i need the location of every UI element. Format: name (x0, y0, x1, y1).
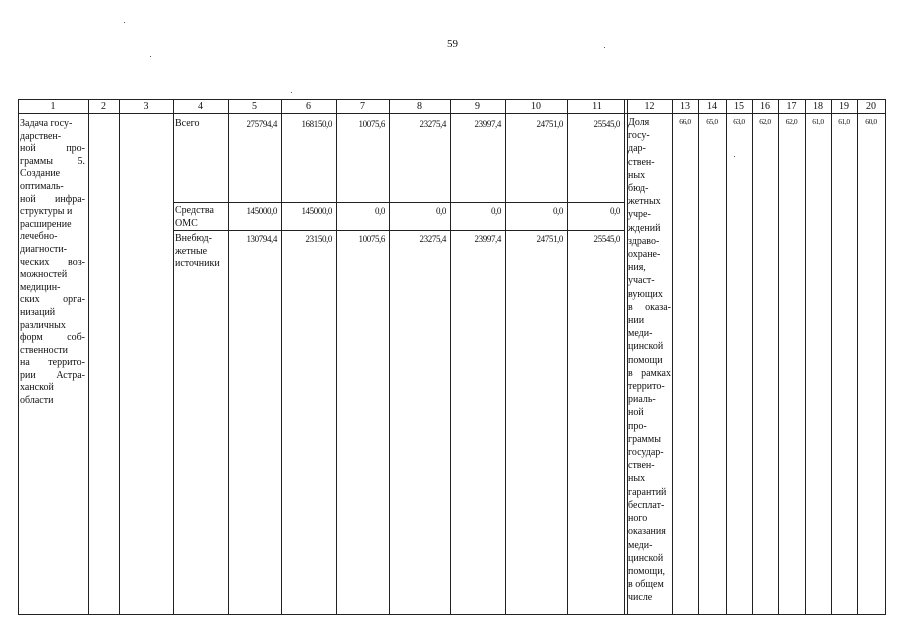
scan-speck (734, 156, 735, 157)
indicator-line: жетных (628, 196, 661, 208)
indicator-line: помощи, (628, 565, 666, 577)
column-header: 2 (101, 101, 106, 112)
funding-source-line: Средства (175, 205, 214, 216)
indicator-line: ной (628, 407, 644, 419)
funding-value: 24751,0 (536, 234, 563, 244)
column-header: 6 (306, 101, 311, 112)
column-rule-9 (450, 99, 451, 615)
column-rule-double (624, 99, 625, 615)
indicator-value: 66,0 (679, 117, 691, 126)
column-rule-17 (778, 99, 779, 615)
table-bottom-rule (18, 614, 886, 615)
funding-value: 0,0 (609, 206, 620, 216)
indicator-line: участ- (628, 275, 655, 287)
funding-value: 23275,4 (419, 119, 446, 129)
column-rule-13 (672, 99, 673, 615)
column-rule-19 (831, 99, 832, 615)
indicator-line: помощи (628, 354, 663, 366)
indicator-line: в оказа- (628, 301, 671, 313)
column-rule-15 (726, 99, 727, 615)
column-header: 12 (644, 101, 655, 112)
task-line: диагности- (20, 243, 68, 255)
column-rule-1 (18, 99, 19, 615)
funding-value: 23997,4 (474, 119, 501, 129)
table-top-rule (18, 99, 886, 100)
indicator-line: оказания (628, 526, 666, 538)
indicator-line: бюд- (628, 183, 649, 195)
task-line: структуры и (20, 206, 73, 218)
column-rule-21 (885, 99, 886, 615)
column-header: 1 (50, 101, 56, 112)
column-header: 8 (417, 101, 422, 112)
column-rule-4 (173, 99, 174, 615)
column-rule-8 (389, 99, 390, 615)
indicator-line: здраво- (628, 235, 660, 247)
indicator-value: 62,0 (759, 117, 771, 126)
indicator-line: государ- (628, 447, 664, 459)
column-header: 10 (531, 101, 541, 112)
task-line: расширение (20, 218, 72, 230)
task-line: Задача госу- (20, 118, 73, 129)
indicator-value: 62,0 (785, 117, 798, 126)
funding-value: 275794,4 (246, 119, 277, 129)
column-rule-7 (336, 99, 337, 615)
funding-value: 23150,0 (305, 234, 332, 244)
indicator-line: Доля (628, 117, 650, 128)
column-header: 15 (734, 101, 744, 112)
indicator-line: гарантий (628, 486, 667, 498)
indicator-line: ждений (628, 222, 661, 234)
indicator-line: про- (628, 420, 647, 432)
indicator-line: меди- (628, 328, 653, 340)
indicator-line: ных (628, 169, 646, 181)
column-rule-5 (228, 99, 229, 615)
funding-value: 10075,6 (358, 234, 385, 244)
task-line: области (20, 395, 54, 407)
funding-value: 168150,0 (301, 119, 332, 129)
funding-value: 0,0 (552, 206, 563, 216)
column-header: 14 (707, 101, 717, 112)
task-line: различных (20, 319, 66, 331)
indicator-value: 61,0 (838, 117, 850, 126)
indicator-line: числе (628, 592, 653, 604)
column-header: 3 (143, 101, 149, 112)
funding-value: 145000,0 (246, 206, 277, 216)
task-line: Создание (20, 168, 61, 180)
column-rule-20 (857, 99, 858, 615)
funding-source-line: ОМС (175, 217, 198, 229)
column-header: 17 (786, 101, 797, 112)
page-number: 59 (447, 38, 458, 50)
task-line: рии Астра- (20, 369, 85, 381)
task-line: ческих воз- (20, 256, 85, 268)
funding-value: 0,0 (435, 206, 446, 216)
column-header: 18 (813, 101, 823, 112)
funding-value: 0,0 (490, 206, 501, 216)
funding-value: 24751,0 (536, 119, 563, 129)
task-line: форм соб- (20, 332, 85, 344)
column-header: 13 (680, 101, 690, 112)
funding-source (175, 118, 227, 131)
indicator-line: ствен- (628, 460, 655, 472)
indicator-line: террито- (628, 381, 665, 393)
indicator-value: 61,0 (812, 117, 824, 126)
indicator-line: госу- (628, 130, 650, 142)
indicator-line: вующих (628, 288, 663, 300)
column-header: 4 (198, 101, 203, 112)
scan-speck (150, 56, 151, 57)
indicator-line: цинской (628, 552, 664, 564)
task-line: медицин- (20, 281, 61, 293)
column-header: 11 (592, 101, 602, 112)
task-line: ной инфра- (20, 193, 85, 205)
task-line: можностей (20, 269, 68, 281)
indicator-line: охране- (628, 249, 661, 261)
column-header: 7 (360, 101, 365, 112)
column-rule-6 (281, 99, 282, 615)
column-rule-2 (88, 99, 89, 615)
funding-value: 23275,4 (419, 234, 446, 244)
indicator-value: 63,0 (733, 117, 745, 126)
funding-value: 10075,6 (358, 119, 385, 129)
funding-value: 23997,4 (474, 234, 501, 244)
indicator-line: граммы (628, 433, 661, 445)
column-header: 20 (866, 101, 876, 112)
column-header: 5 (252, 101, 257, 112)
funding-value: 25545,0 (593, 119, 620, 129)
funding-source-line: жетные (175, 245, 208, 257)
funding-source (175, 233, 227, 271)
indicator-line: бесплат- (628, 499, 665, 511)
scan-speck (604, 47, 605, 48)
column-rule-14 (698, 99, 699, 615)
indicator-line: в рамках (628, 367, 671, 379)
indicator-line: ствен- (628, 156, 655, 168)
funding-source (175, 205, 227, 230)
task-line: лечебно- (20, 231, 58, 243)
indicator-line: нии (628, 315, 645, 327)
column-header: 9 (475, 101, 480, 112)
column-header: 16 (760, 101, 770, 112)
funding-source-line: Всего (175, 118, 200, 129)
scan-speck (124, 22, 125, 23)
indicator-line: меди- (628, 539, 653, 551)
indicator-line: в общем (628, 579, 664, 591)
task-line: оптималь- (20, 180, 64, 192)
header-bottom-rule (18, 113, 886, 114)
funding-source-line: источники (175, 258, 220, 270)
indicator-line: ния, (628, 262, 646, 274)
column-rule-18 (805, 99, 806, 615)
task-line: ной про- (20, 143, 85, 155)
indicator-line: дар- (628, 143, 646, 155)
task-description (20, 118, 85, 408)
task-line: ских орга- (20, 294, 85, 306)
indicator-value: 60,0 (865, 117, 877, 126)
funding-value: 0,0 (374, 206, 385, 216)
row-rule-2 (173, 230, 625, 231)
task-line: на террито- (20, 357, 85, 369)
indicator-description (628, 116, 671, 605)
indicator-line: учре- (628, 209, 651, 221)
column-rule-11 (567, 99, 568, 615)
scan-speck (291, 92, 292, 93)
funding-source-line: Внебюд- (175, 233, 212, 244)
row-rule-1 (173, 202, 625, 203)
indicator-line: ных (628, 473, 646, 485)
column-rule-3 (119, 99, 120, 615)
funding-value: 130794,4 (246, 234, 277, 244)
indicator-line: риаль- (628, 394, 656, 406)
task-line: дарствен- (20, 130, 62, 142)
indicator-line: цинской (628, 341, 664, 353)
column-rule-10 (505, 99, 506, 615)
funding-value: 145000,0 (301, 206, 332, 216)
column-rule-16 (752, 99, 753, 615)
indicator-value: 65,0 (706, 117, 718, 126)
task-line: граммы 5. (20, 155, 85, 167)
column-header: 19 (839, 101, 849, 112)
funding-value: 25545,0 (593, 234, 620, 244)
indicator-line: ного (628, 513, 648, 525)
task-line: низаций (20, 306, 56, 318)
task-line: ственности (20, 344, 69, 356)
task-line: ханской (20, 382, 54, 394)
